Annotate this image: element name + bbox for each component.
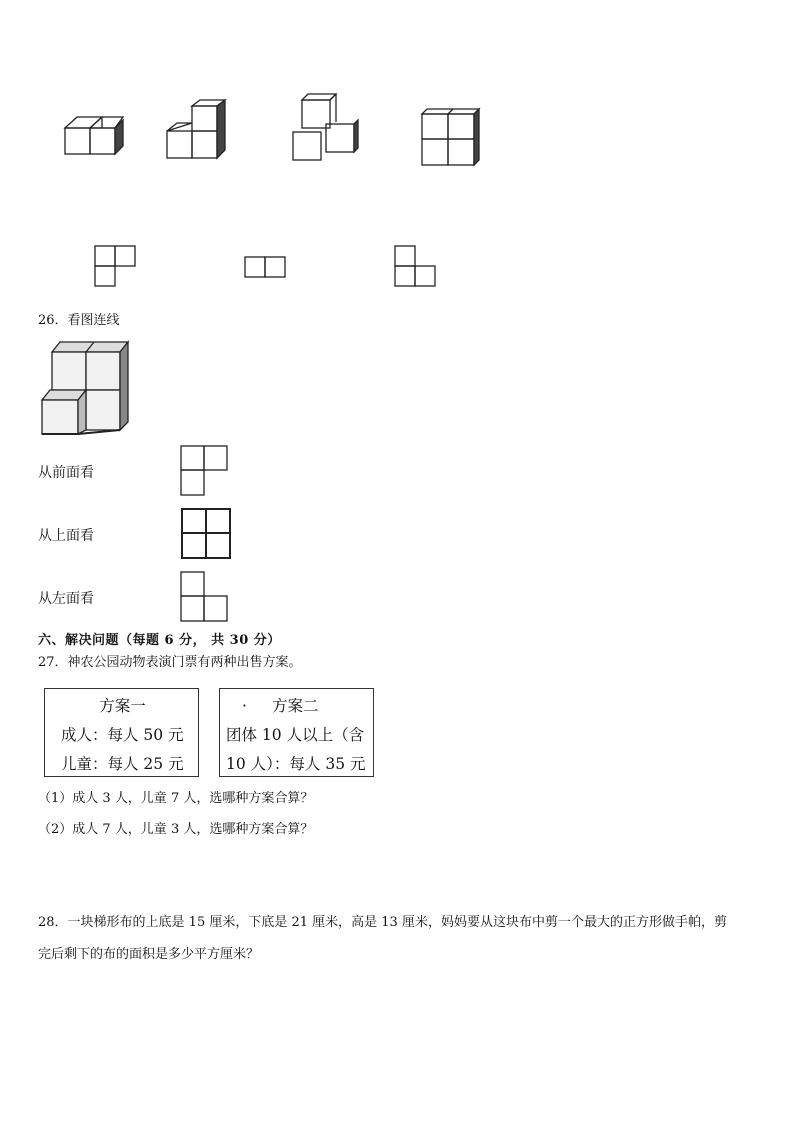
- q26-cube-figure: [36, 338, 136, 438]
- q27-sub-2: （2）成人 7 人，儿童 3 人，选哪种方案合算？: [38, 822, 314, 837]
- view-shape-2: [243, 255, 288, 279]
- section-heading: 六、解决问题（每题 6 分， 共 30 分）: [38, 633, 281, 648]
- cube-solid-1: [60, 108, 130, 160]
- plan-two-box: [219, 688, 374, 777]
- plan-one-box: [44, 688, 199, 777]
- q26-view-shape-b: [179, 506, 233, 562]
- plan-one-adult: 成人：每人 50 元: [61, 726, 184, 744]
- q26-view-shape-a: [179, 444, 231, 498]
- q28-line-1: 28．一块梯形布的上底是 15 厘米，下底是 21 厘米，高是 13 厘米，妈妈要从这块布中剪一个最大的正方形做手帕，剪: [38, 915, 727, 930]
- label-top-view: 从上面看: [38, 528, 94, 544]
- q26-title: 26．看图连线: [38, 313, 120, 328]
- cube-solid-4: [418, 104, 488, 170]
- plan-two-title: 方案二: [272, 697, 319, 715]
- view-shape-3: [393, 244, 438, 288]
- label-front-view: 从前面看: [38, 465, 94, 481]
- plan-one-title: 方案一: [99, 697, 146, 715]
- plan-two-dot: ·: [242, 697, 247, 715]
- cube-solid-2: [162, 98, 232, 162]
- q27-sub-1: （1）成人 3 人，儿童 7 人，选哪种方案合算？: [38, 791, 314, 806]
- plan-two-price: 10 人）：每人 35 元: [226, 755, 366, 773]
- q27-stem: 27．神农公园动物表演门票有两种出售方案。: [38, 655, 302, 670]
- plan-two-group: 团体 10 人以上（含: [226, 726, 365, 744]
- label-left-view: 从左面看: [38, 591, 94, 607]
- q26-view-shape-c: [179, 570, 231, 624]
- plan-one-child: 儿童：每人 25 元: [61, 755, 184, 773]
- view-shape-1: [93, 244, 138, 288]
- q28-line-2: 完后剩下的布的面积是多少平方厘米？: [38, 947, 260, 962]
- cube-solid-3: [288, 92, 368, 164]
